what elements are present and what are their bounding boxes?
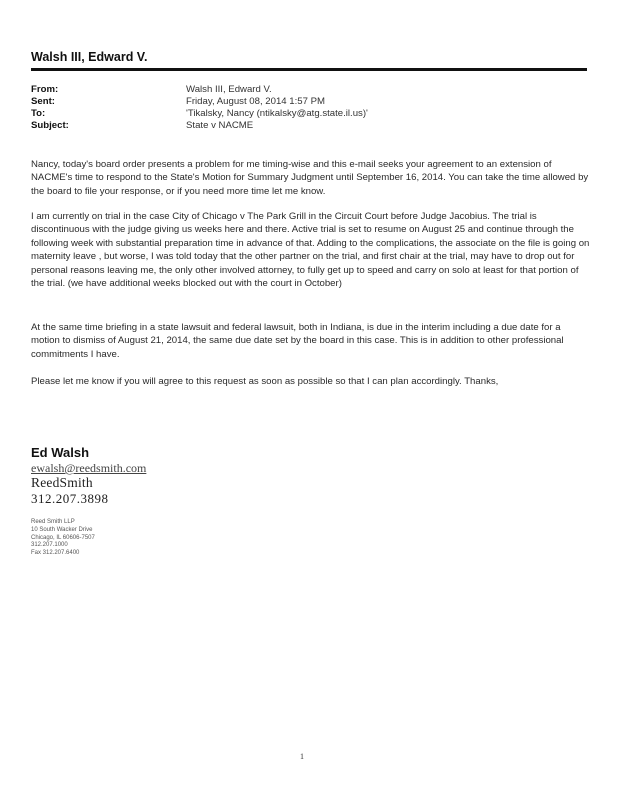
sender-heading: Walsh III, Edward V.: [31, 50, 148, 64]
address-line: Fax 312.207.6400: [31, 550, 80, 557]
subject-label: Subject:: [31, 120, 69, 131]
body-paragraph-3: At the same time briefing in a state lawsuit and federal lawsuit, both in Indiana, is due in the interim including a due date for a motion to dismiss of August 21, 2014, the same due date set by the board in this case. This is in addition to other professional commitments I have.: [31, 322, 564, 360]
address-line: 10 South Wacker Drive: [31, 526, 93, 533]
body-paragraph-4: Please let me know if you will agree to this request as soon as possible so that I can plan accordingly. Thanks,: [31, 376, 499, 387]
body-paragraph-1: Nancy, today's board order presents a problem for me timing-wise and this e-mail seeks your agreement to an extension of NACME's time to respond to the State's Motion for Summary Judgment until September 16, 2014. You can take the time allowed by the board to file your response, or if you need more time let me know.: [31, 159, 589, 197]
subject-value: State v NACME: [186, 120, 254, 131]
signature-address-block: [31, 519, 95, 558]
address-line: Chicago, IL 60606-7507: [31, 534, 95, 541]
sent-label: Sent:: [31, 96, 55, 107]
signature-name: Ed Walsh: [31, 445, 90, 460]
body-paragraph-2: I am currently on trial in the case City of Chicago v The Park Grill in the Circuit Court before Judge Jacobius. The trial is discontinuous with the judge giving us weeks here and there. Active trial is set to resume on August 25 and continue through the following week with substantial preparation time in advance of that. Adding to the complications, the associate on the file is going on maternity leave , but worse, I was told today that the other partner on the trial, and first chair at the trial, may have to drop out for personal reasons leaving me, the only other involved attorney, to fully get up to speed and carry on solo at least for that portion of the trial. (we have additional weeks blocked out with the court in October): [31, 211, 590, 290]
from-value: Walsh III, Edward V.: [186, 84, 272, 95]
to-label: To:: [31, 108, 46, 119]
signature-email-link[interactable]: ewalsh@reedsmith.com: [31, 461, 147, 475]
to-value: 'Tikalsky, Nancy (ntikalsky@atg.state.il.us)': [186, 108, 368, 119]
from-label: From:: [31, 84, 59, 95]
signature-firm: ReedSmith: [31, 475, 93, 490]
signature-phone: 312.207.3898: [31, 491, 109, 506]
address-line: 312.207.1000: [31, 542, 68, 549]
address-line: Reed Smith LLP: [31, 519, 75, 525]
heading-rule: [31, 68, 587, 71]
page-number: 1: [300, 752, 304, 761]
sent-value: Friday, August 08, 2014 1:57 PM: [186, 96, 326, 107]
